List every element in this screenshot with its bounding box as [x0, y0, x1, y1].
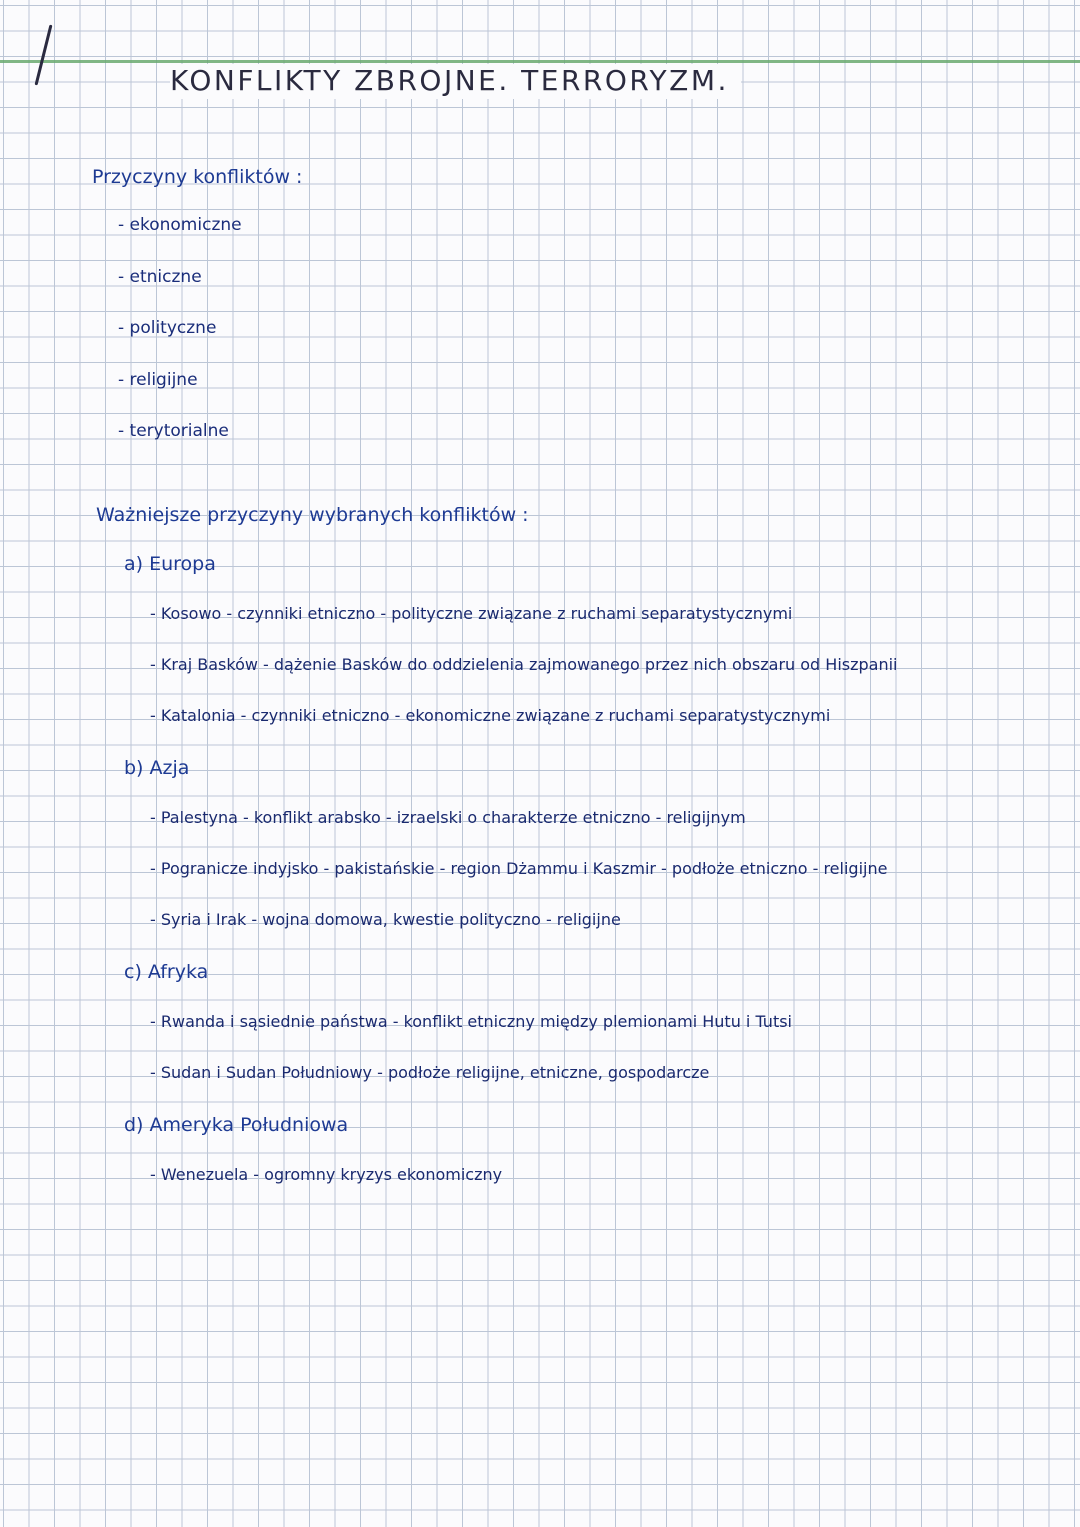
causes-item-ethnic: - etniczne: [118, 267, 202, 287]
entry-basque-country: - Kraj Basków - dążenie Basków do oddzielenia zajmowanego przez nich obszaru od Hiszpanii: [150, 655, 898, 674]
entry-catalonia: - Katalonia - czynniki etniczno - ekonomiczne związane z ruchami separatystycznymi: [150, 706, 831, 725]
green-margin-line: [0, 60, 1080, 63]
page-title: KONFLIKTY ZBROJNE. TERRORYZM.: [170, 64, 741, 99]
selected-conflicts-heading: Ważniejsze przyczyny wybranych konfliktów :: [96, 504, 529, 526]
causes-item-economic: - ekonomiczne: [118, 215, 242, 235]
entry-kosovo: - Kosowo - czynniki etniczno - polityczne związane z ruchami separatystycznymi: [150, 604, 793, 623]
causes-item-political: - polityczne: [118, 318, 217, 338]
slash-mark-icon: [35, 25, 53, 86]
region-label-africa: c) Afryka: [124, 961, 209, 983]
entry-syria-iraq: - Syria i Irak - wojna domowa, kwestie polityczno - religijne: [150, 910, 621, 929]
region-label-europe: a) Europa: [124, 553, 216, 575]
entry-sudan: - Sudan i Sudan Południowy - podłoże religijne, etniczne, gospodarcze: [150, 1063, 710, 1082]
causes-item-territorial: - terytorialne: [118, 421, 229, 441]
causes-item-religious: - religijne: [118, 370, 198, 390]
entry-venezuela: - Wenezuela - ogromny kryzys ekonomiczny: [150, 1165, 503, 1184]
region-label-south-america: d) Ameryka Południowa: [124, 1114, 349, 1136]
causes-heading: Przyczyny konfliktów :: [92, 166, 303, 188]
region-label-asia: b) Azja: [124, 757, 190, 779]
entry-india-pakistan-border: - Pogranicze indyjsko - pakistańskie - region Dżammu i Kaszmir - podłoże etniczno - religijne: [150, 859, 888, 878]
entry-rwanda: - Rwanda i sąsiednie państwa - konflikt etniczny między plemionami Hutu i Tutsi: [150, 1012, 792, 1031]
entry-palestine: - Palestyna - konflikt arabsko - izraelski o charakterze etniczno - religijnym: [150, 808, 746, 827]
